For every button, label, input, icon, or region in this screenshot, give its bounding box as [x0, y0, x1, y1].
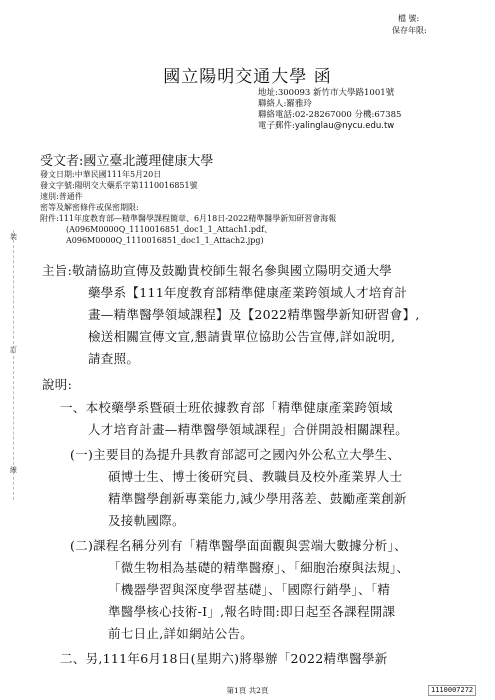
- email-address[interactable]: yalinglau@nycu.edu.tw: [294, 121, 395, 131]
- attachment-link-2[interactable]: A096M0000Q_1110016851_doc1_1_Attach2.jpg): [66, 236, 264, 245]
- retention-label: 保存年限:: [392, 26, 427, 35]
- attachment-link-1[interactable]: (A096M0000Q_1110016851_doc1_1_Attach1.pdf、: [66, 225, 273, 234]
- attachment-line-1: 附件:111年度教育部—精準醫學課程簡章、6月18日-2022精準醫學新知研習會海報: [40, 214, 337, 223]
- subitem-2-line-2: 「微生物相為基礎的精準醫療」、「細胞治療與法規」、: [108, 560, 410, 575]
- subitem-2-line-3: 「機器學習與深度學習基礎」、「國際行銷學」、「精: [108, 582, 391, 597]
- address-line: 地址:300093 新竹市大學路1001號: [258, 88, 395, 98]
- subitem-1-line-2: 碩博士生、博士後研究員、教職員及校外產業界人士: [108, 469, 403, 484]
- item-2-line-1: 二、另,111年6月18日(星期六)將舉辦「2022精準醫學新: [60, 651, 388, 666]
- speed-class: 速別:普通件: [40, 192, 83, 201]
- binding-mark-2: 訂: [10, 346, 17, 354]
- document-code: 1110007272: [428, 685, 476, 696]
- subject-line-4: 檢送相關宣傳文宣,懇請貴單位協助公告宣傳,詳如說明,: [88, 329, 396, 344]
- phone-line: 聯絡電話:02-28267000 分機:67385: [258, 110, 402, 120]
- subitem-1-line-3: 精準醫學創新專業能力,減少學用落差、鼓勵產業創新: [108, 491, 407, 506]
- page-number: 第1頁 共2頁: [226, 686, 269, 695]
- subject-line-1: 主旨:敬請協助宣傳及鼓勵貴校師生報名參與國立陽明交通大學: [42, 263, 393, 278]
- page-title: 國立陽明交通大學 函: [163, 67, 332, 87]
- binding-mark-1: 裝: [10, 233, 17, 241]
- subject-line-3: 畫—精準醫學領域課程】及【2022精準醫學新知研習會】,: [88, 307, 420, 322]
- subitem-2-line-4: 準醫學核心技術-I」,報名時間:即日起至各課程開課: [108, 604, 396, 619]
- recipient: 受文者:國立臺北護理健康大學: [40, 154, 214, 169]
- secrecy-level: 密等及解密條件或保密期限:: [40, 203, 139, 212]
- subitem-2-line-1: (二)課程名稱分列有「精準醫學面面觀與雲端大數據分析」、: [70, 538, 407, 553]
- subject-line-5: 請查照。: [88, 351, 140, 366]
- binding-mark-3: 線: [10, 466, 17, 474]
- binding-line: [13, 230, 14, 500]
- explanation-label: 說明:: [42, 377, 73, 392]
- subitem-1-line-4: 及接軌國際。: [108, 513, 185, 528]
- item-1-line-2: 人才培育計畫—精準醫學領域課程」合併開設相關課程。: [88, 422, 409, 437]
- subitem-2-line-5: 前七日止,詳如網站公告。: [108, 626, 254, 641]
- subject-line-2: 藥學系【111年度教育部精準健康產業跨領域人才培育計: [88, 285, 408, 300]
- email-label: 電子郵件:: [258, 121, 295, 131]
- contact-person: 聯絡人:羅雅玲: [258, 99, 312, 109]
- file-number-label: 檔 號:: [398, 14, 420, 23]
- issue-number: 發文字號:陽明交大藥系字第1110016851號: [40, 181, 198, 190]
- subitem-1-line-1: (一)主要目的為提升具教育部認可之國內外公私立大學生、: [70, 447, 401, 462]
- issue-date: 發文日期:中華民國111年5月20日: [40, 170, 162, 179]
- item-1-line-1: 一、本校藥學系暨碩士班依據教育部「精準健康產業跨領域: [60, 400, 393, 415]
- email-line: [258, 121, 394, 132]
